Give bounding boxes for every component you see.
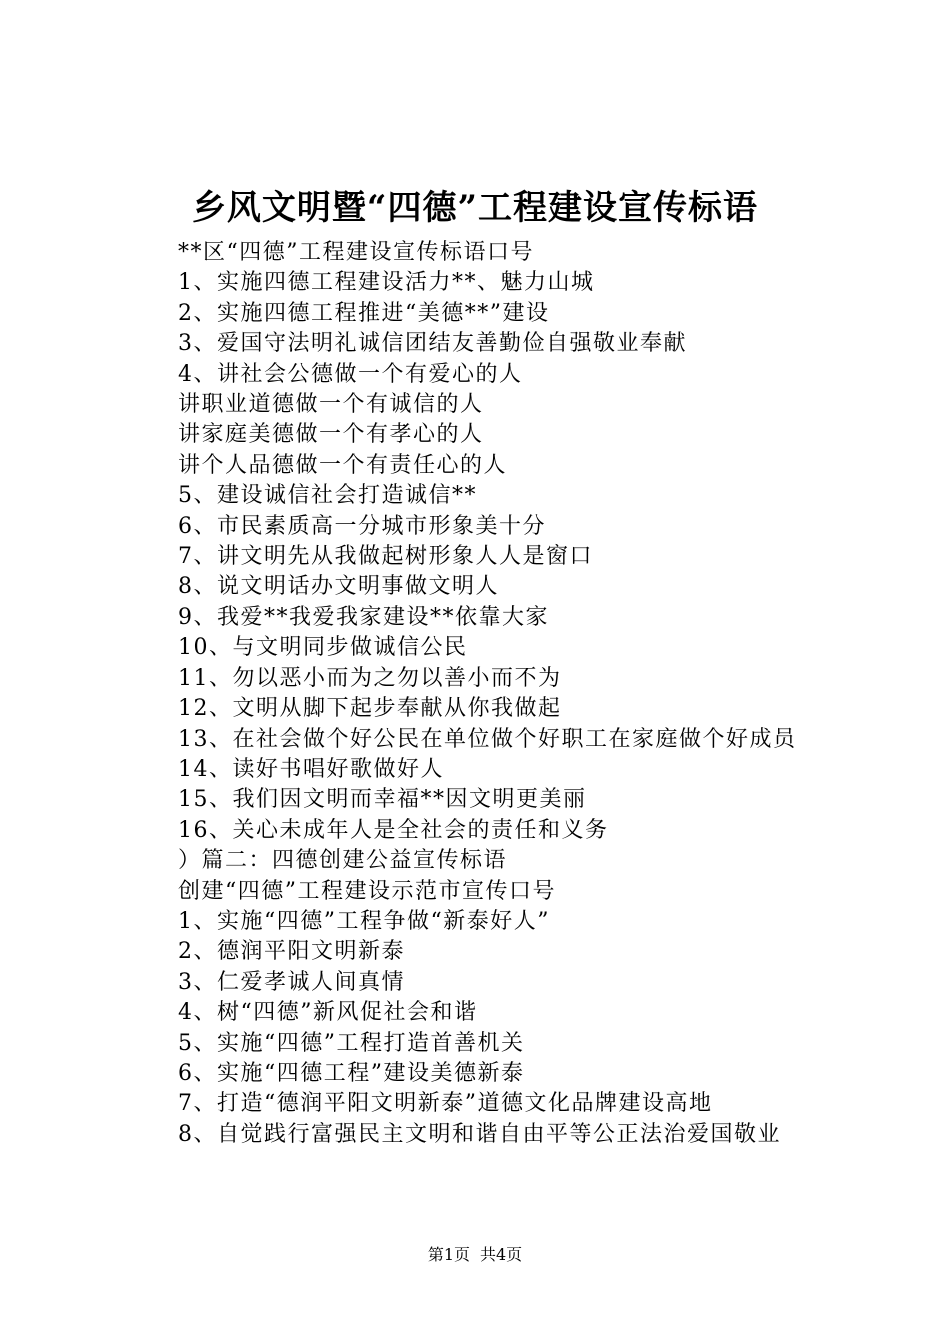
body-line: 4、讲社会公德做一个有爱心的人 (178, 361, 523, 387)
body-line: 16、关心未成年人是全社会的责任和义务 (178, 817, 609, 843)
body-line: 10、与文明同步做诚信公民 (178, 635, 468, 661)
body-line: 14、读好书唱好歌做好人 (178, 756, 444, 782)
body-line: 5、实施“四德”工程打造首善机关 (178, 1030, 525, 1056)
document-body (128, 238, 840, 1150)
body-line: 3、仁爱孝诚人间真情 (178, 969, 405, 995)
page-footer (0, 1243, 950, 1267)
body-line: 6、市民素质高一分城市形象美十分 (178, 513, 546, 539)
body-line: 讲职业道德做一个有诚信的人 (178, 392, 484, 418)
body-line: 讲家庭美德做一个有孝心的人 (178, 422, 484, 448)
body-line: 8、说文明话办文明事做文明人 (178, 574, 499, 600)
body-line: 3、爱国守法明礼诚信团结友善勤俭自强敬业奉献 (178, 331, 687, 357)
body-line: 9、我爱**我爱我家建设**依靠大家 (178, 604, 549, 630)
body-line-heading: 创建“四德”工程建设示范市宣传口号 (178, 878, 556, 904)
body-line: 6、实施“四德工程”建设美德新泰 (178, 1060, 525, 1086)
body-line: 讲个人品德做一个有责任心的人 (178, 452, 508, 478)
body-line: 1、实施四德工程建设活力**、魅力山城 (178, 270, 595, 296)
body-line-section: ）篇二：四德创建公益宣传标语 (178, 848, 508, 874)
body-line: 11、勿以恶小而为之勿以善小而不为 (178, 665, 562, 691)
body-line: 1、实施“四德”工程争做“新泰好人” (178, 908, 550, 934)
body-line-heading: **区“四德”工程建设宣传标语口号 (178, 240, 534, 265)
page-total: 共4页 (480, 1245, 523, 1264)
body-line: 2、实施四德工程推进“美德**”建设 (178, 300, 550, 326)
document-title: 乡风文明暨“四德”工程建设宣传标语 (191, 188, 759, 228)
body-line-wrapped: 13、在社会做个好公民在单位做个好职工在家庭做个好成员 (178, 726, 797, 752)
page-number: 第1页 (427, 1245, 470, 1264)
body-line: 12、文明从脚下起步奉献从你我做起 (178, 696, 562, 722)
body-line: 15、我们因文明而幸福**因文明更美丽 (178, 787, 587, 813)
body-line: 8、自觉践行富强民主文明和谐自由平等公正法治爱国敬业 (178, 1121, 781, 1147)
body-line: 5、建设诚信社会打造诚信** (178, 483, 477, 509)
body-line: 7、打造“德润平阳文明新泰”道德文化品牌建设高地 (178, 1091, 713, 1117)
body-line: 4、树“四德”新风促社会和谐 (178, 1000, 478, 1026)
body-line: 7、讲文明先从我做起树形象人人是窗口 (178, 544, 593, 570)
body-line: 2、德润平阳文明新泰 (178, 939, 405, 965)
